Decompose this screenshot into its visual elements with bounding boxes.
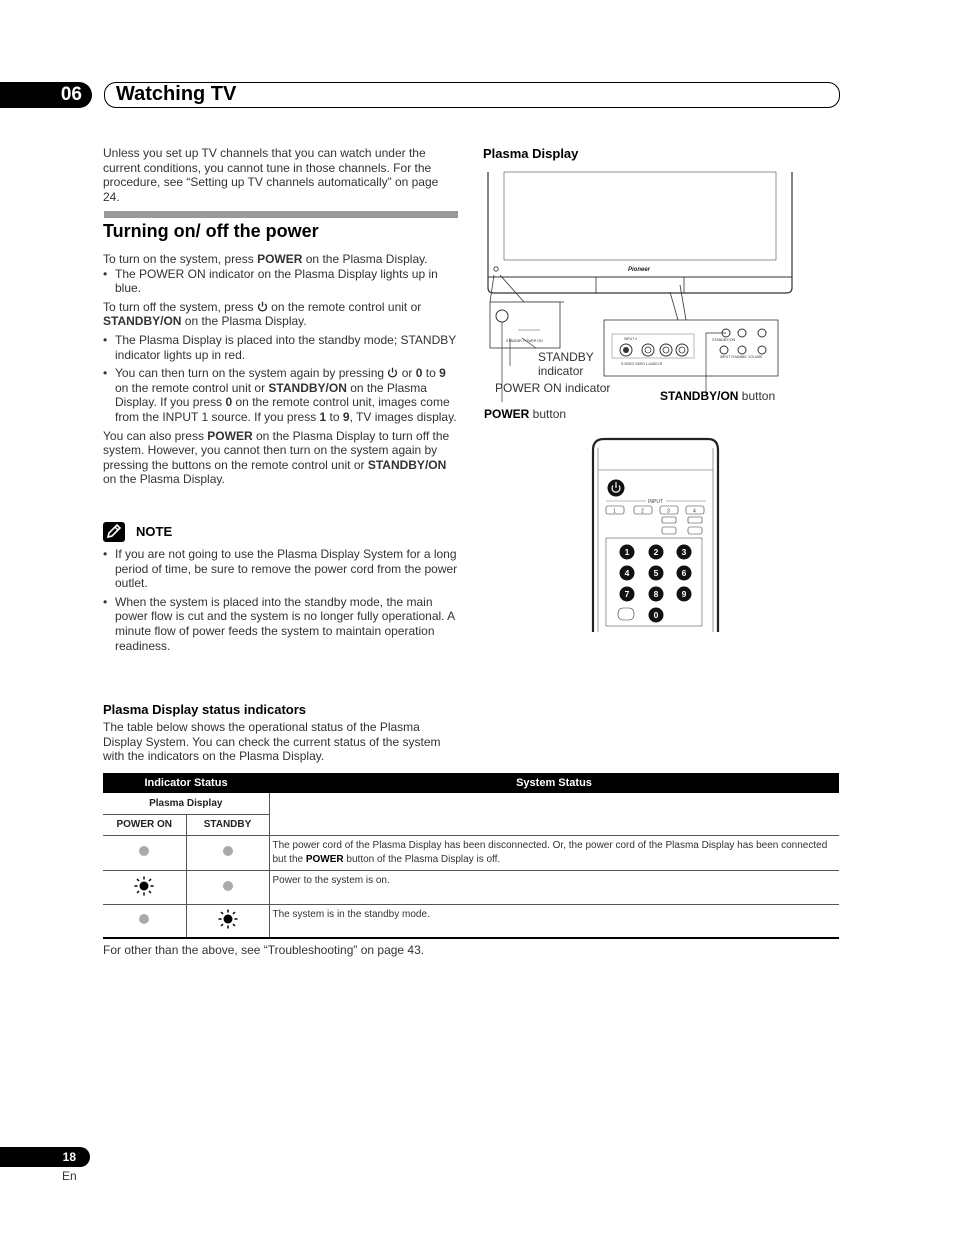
page-language: En: [62, 1169, 77, 1183]
turn-off-list: [103, 333, 458, 425]
svg-text:6: 6: [681, 568, 687, 578]
turn-on-list: [103, 267, 458, 296]
svg-text:INPUT 4: INPUT 4: [624, 337, 637, 341]
svg-text:S-VIDEO VIDEO L-AUDIO-R: S-VIDEO VIDEO L-AUDIO-R: [621, 362, 663, 366]
svg-text:7: 7: [624, 589, 630, 599]
svg-text:0: 0: [653, 610, 659, 620]
turn-on-paragraph: To turn on the system, press POWER on the Plasma Display.: [103, 252, 428, 266]
indicator-off-icon: [223, 846, 233, 856]
table-row: [103, 835, 839, 870]
svg-text:3: 3: [667, 508, 670, 515]
subheader-plasma-display: Plasma Display: [103, 793, 269, 814]
status-intro: The table below shows the operational status of the Plasma Display System. You can check the current status of the system with the indicators on the Plasma Display.: [103, 720, 441, 764]
section-rule: [104, 211, 458, 218]
power-off-paragraph: You can also press POWER on the Plasma Display to turn off the system. However, you cannot then turn on the system again by pressing the buttons on the remote control unit or STANDBY/ON on the Plasma Display.: [103, 428, 450, 487]
status-text: The system is in the standby mode.: [269, 904, 839, 938]
svg-text:8: 8: [653, 589, 659, 599]
svg-text:INPUT CHANNEL VOLUME: INPUT CHANNEL VOLUME: [720, 355, 763, 359]
note-item: • If you are not going to use the Plasma Display System for a long period of time, be sure to remove the power cord from the power outlet.: [103, 547, 458, 591]
note-item: • When the system is placed into the standby mode, the main power flow is cut and the system is no longer fully operational. A minute flow of power feeds the system to maintain operation readiness.: [103, 595, 458, 653]
indicator-off-icon: [139, 914, 149, 924]
power-icon: [387, 367, 398, 378]
list-item: • The Plasma Display is placed into the standby mode; STANDBY indicator lights up in red.: [103, 333, 458, 362]
remote-control-diagram: [590, 436, 724, 632]
svg-text:4: 4: [693, 508, 696, 515]
svg-text:1: 1: [624, 547, 630, 557]
svg-text:STANDBY POWER ON: STANDBY POWER ON: [506, 339, 543, 343]
standby-on-button-label: STANDBY/ON button: [660, 389, 776, 403]
header-system-status: System Status: [269, 773, 839, 793]
note-list: [103, 547, 458, 653]
indicator-off-icon: [139, 846, 149, 856]
svg-text:INPUT: INPUT: [648, 499, 663, 505]
section-body: [103, 252, 458, 487]
diagram-title: Plasma Display: [483, 146, 579, 161]
svg-text:9: 9: [681, 589, 687, 599]
table-row: [103, 904, 839, 938]
standby-indicator-label: STANDBY indicator: [538, 350, 594, 378]
brand-logo: Pioneer: [628, 267, 651, 273]
section-title: Turning on/ off the power: [103, 221, 319, 241]
intro-paragraph: Unless you set up TV channels that you can watch under the current conditions, you cannot tune in those channels. For the procedure, see “Setting up TV channels automatically” on page 24.: [103, 146, 439, 204]
table-footer-text: For other than the above, see “Troubleshooting” on page 43.: [103, 943, 425, 957]
indicator-lit-icon: [218, 909, 238, 929]
svg-text:5: 5: [653, 568, 659, 578]
status-table: [103, 773, 839, 939]
page-number-badge: 18: [0, 1147, 90, 1167]
indicator-off-icon: [223, 881, 233, 891]
header-indicator-status: Indicator Status: [103, 773, 269, 793]
status-text: Power to the system is on.: [269, 870, 839, 904]
table-row: [103, 870, 839, 904]
power-icon: [257, 301, 268, 312]
note-label: NOTE: [136, 524, 173, 539]
list-item: • The POWER ON indicator on the Plasma Display lights up in blue.: [103, 267, 458, 296]
chapter-title: Watching TV: [116, 83, 237, 105]
status-text: The power cord of the Plasma Display has been disconnected. Or, the power cord of the Plasma Display has been connected but the POWER button of the Plasma Display is off.: [269, 835, 839, 870]
indicator-lit-icon: [134, 876, 154, 896]
svg-text:2: 2: [653, 547, 659, 557]
svg-text:3: 3: [681, 547, 687, 557]
note-pencil-icon: [103, 522, 125, 542]
svg-text:2: 2: [641, 508, 644, 515]
svg-text:4: 4: [624, 568, 630, 578]
turn-off-paragraph: To turn off the system, press on the remote control unit or STANDBY/ON on the Plasma Display.: [103, 299, 422, 329]
status-section-title: Plasma Display status indicators: [103, 702, 307, 717]
svg-text:STANDBY/ON: STANDBY/ON: [712, 338, 736, 342]
subheader-standby: STANDBY: [186, 814, 269, 835]
chapter-number-badge: 06: [0, 82, 92, 108]
power-on-indicator-label: POWER ON indicator: [495, 381, 611, 395]
svg-text:1: 1: [613, 508, 616, 515]
list-item: • You can then turn on the system again by pressing or 0 to 9 on the remote control unit or STANDBY/ON on the Plasma Display. If you press 0 on the remote control unit, images come from the INPUT 1 source. If you press 1 to 9, TV images display.: [103, 366, 458, 424]
power-button-label: POWER button: [484, 407, 567, 421]
subheader-power-on: POWER ON: [103, 814, 186, 835]
